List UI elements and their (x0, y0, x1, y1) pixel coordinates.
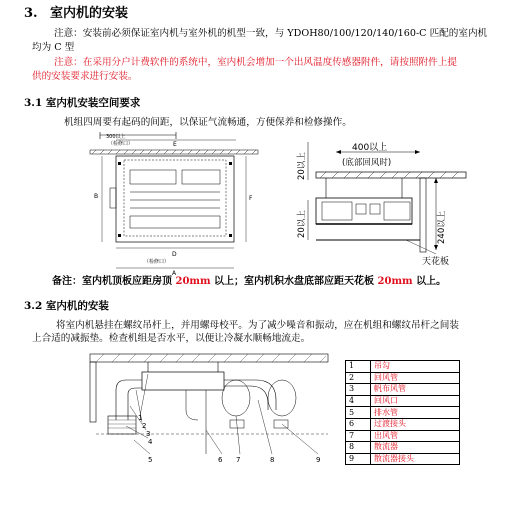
callout-8: 8 (270, 456, 275, 464)
remark (52, 272, 446, 287)
part-name: 回风口 (371, 395, 460, 407)
note-2-line-2: 供的安装要求进行安装。 (32, 71, 138, 82)
part-name: 出风管 (371, 430, 460, 442)
section-number: 3. (24, 6, 38, 21)
label-e: E (173, 141, 177, 148)
part-number: 6 (346, 418, 371, 430)
table-row (346, 372, 460, 384)
ceiling-label: 天花板 (422, 257, 450, 267)
subsection-3-1-body: 机组四周要有起码的间距，以保证气流畅通，方便保养和检修操作。 (64, 117, 352, 128)
maint-label-bottom: （检修口） (144, 259, 170, 265)
label-d: D (172, 251, 177, 258)
dim-240-label: 240以上 (437, 210, 447, 244)
subsection-3-2-heading: 3.2 室内机的安装 (24, 300, 109, 312)
subsection-3-1-heading: 3.1 室内机安装空间要求 (24, 97, 141, 109)
callout-4: 4 (148, 438, 153, 446)
subsection-3-2-body-line-1: 将室内机悬挂在螺纹吊杆上，并用螺母校平。为了减少噪音和振动，应在机组和螺纹吊杆之间装 (56, 320, 459, 331)
part-number: 4 (346, 395, 371, 407)
table-row (346, 407, 460, 419)
part-name: 散流器 (371, 442, 460, 454)
part-number: 2 (346, 372, 371, 384)
table-row (346, 442, 460, 454)
callout-9: 9 (316, 456, 321, 464)
part-name: 散流器接头 (371, 453, 460, 465)
callout-2: 2 (142, 422, 147, 430)
table-row (346, 453, 460, 465)
installation-diagram (86, 350, 332, 472)
table-row (346, 430, 460, 442)
label-a: A (172, 270, 177, 276)
callout-5: 5 (148, 456, 153, 464)
label-b: B (94, 193, 99, 200)
section-title: 室内机的安装 (50, 6, 129, 21)
callout-6: 6 (218, 456, 223, 464)
remark-middle: 以上；室内机积水盘底部应距天花板 (210, 276, 378, 287)
callout-7: 7 (236, 456, 241, 464)
part-number: 5 (346, 407, 371, 419)
table-row (346, 361, 460, 373)
dim-20-side-label: 20以上 (297, 210, 307, 238)
part-number: 3 (346, 384, 371, 396)
callout-1: 1 (138, 414, 143, 422)
space-requirement-side-view-diagram (286, 140, 470, 268)
remark-value-1: 20mm (175, 276, 211, 287)
table-row (346, 395, 460, 407)
part-number: 9 (346, 453, 371, 465)
remark-prefix: 备注：室内机顶板应距房顶 (52, 276, 176, 287)
part-name: 帆布风管 (371, 384, 460, 396)
part-number: 8 (346, 442, 371, 454)
part-number: 1 (346, 361, 371, 373)
callout-3: 3 (146, 430, 151, 438)
note-1-line-1: 注意：安装前必须保证室内机与室外机的机型一致，与 YDOH80/100/120/140/160-C 匹配的室内机 (54, 28, 488, 39)
remark-suffix: 以上。 (412, 276, 447, 287)
part-name: 回风管 (371, 372, 460, 384)
dim-20-top-label: 20以上 (297, 152, 307, 180)
note-1-line-2: 均为 C 型 (32, 42, 75, 53)
part-name: 吊勾 (371, 361, 460, 373)
return-air-label: (底部回风时) (342, 158, 392, 168)
label-f: F (249, 195, 253, 202)
dim-400-label: 400以上 (352, 143, 388, 153)
parts-table (345, 360, 460, 465)
part-name: 排水管 (371, 407, 460, 419)
dim-top-label: 300以上 (106, 134, 126, 140)
space-requirement-top-view-diagram (86, 130, 266, 276)
subsection-3-2-body-line-2: 上合适的减振垫。检查机组是否水平，以便让冷凝水顺畅地流走。 (32, 333, 311, 344)
table-row (346, 384, 460, 396)
maint-label-top: （检修口） (108, 141, 134, 147)
part-name: 过渡接头 (371, 418, 460, 430)
part-number: 7 (346, 430, 371, 442)
section-heading (24, 2, 128, 21)
remark-value-2: 20mm (377, 276, 413, 287)
note-2-line-1: 注意：在采用分户计费软件的系统中，室内机会增加一个出风温度传感器附件，请按照附件上提 (54, 57, 457, 68)
table-row (346, 418, 460, 430)
